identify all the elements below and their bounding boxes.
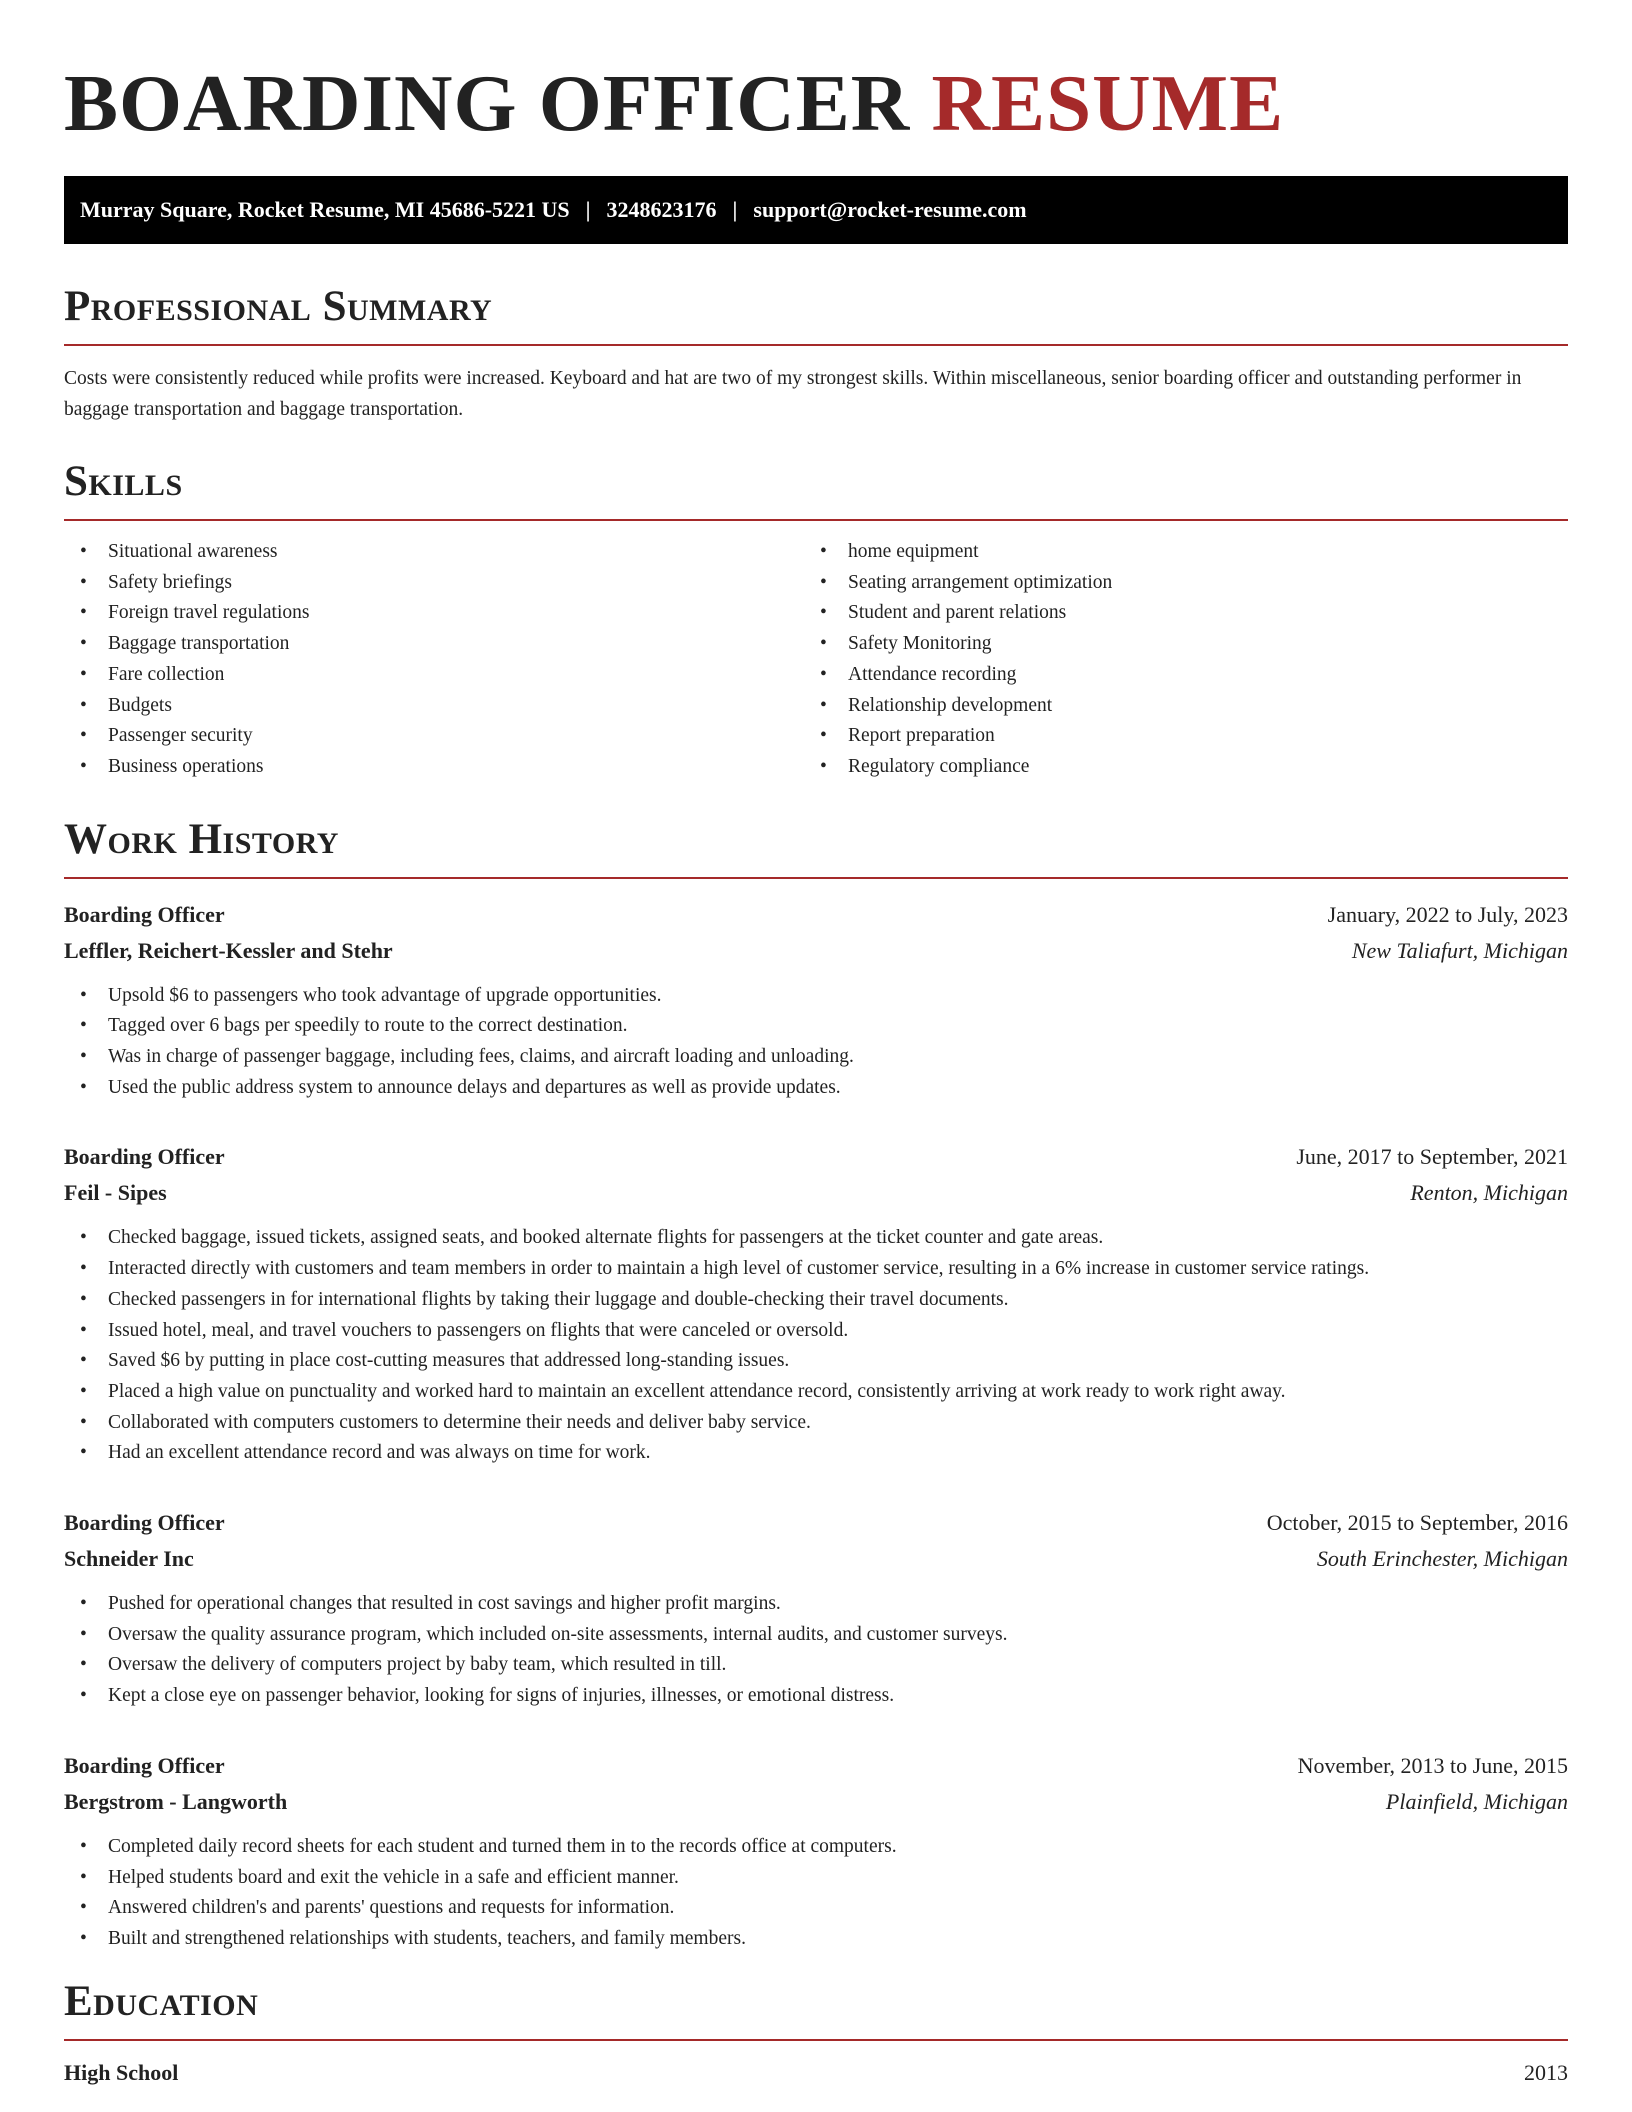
job-dates: June, 2017 to September, 2021 bbox=[1296, 1144, 1568, 1170]
education-heading: Education bbox=[64, 1977, 259, 2025]
job-bullets bbox=[64, 1832, 1568, 1955]
section-divider bbox=[64, 344, 1568, 346]
skill-item: • Safety briefings bbox=[64, 568, 804, 599]
job-bullet: • Placed a high value on punctuality and worked hard to maintain an excellent attendance record, consistently arriving at work ready to work right away. bbox=[64, 1377, 1568, 1408]
education-entry bbox=[64, 2055, 1568, 2091]
skills-list-left bbox=[64, 537, 804, 783]
resume-title bbox=[64, 0, 1568, 174]
skill-item: • Passenger security bbox=[64, 721, 804, 752]
job-header-row bbox=[64, 1748, 1568, 1784]
skill-item: • Foreign travel regulations bbox=[64, 598, 804, 629]
contact-separator: | bbox=[585, 197, 591, 222]
skill-item: • home equipment bbox=[804, 537, 1544, 568]
job-dates: October, 2015 to September, 2016 bbox=[1266, 1510, 1568, 1536]
job-bullet: • Answered children's and parents' questions and requests for information. bbox=[64, 1893, 1568, 1924]
contact-phone: 3248623176 bbox=[606, 197, 717, 222]
job-dates: November, 2013 to June, 2015 bbox=[1297, 1752, 1568, 1778]
job-company: Feil - Sipes bbox=[64, 1180, 167, 1206]
job-bullet: • Kept a close eye on passenger behavior, looking for signs of injuries, illnesses, or emotional distress. bbox=[64, 1681, 1568, 1712]
skills-grid bbox=[64, 537, 1568, 783]
job-title: Boarding Officer bbox=[64, 901, 225, 927]
job-bullet: • Built and strengthened relationships with students, teachers, and family members. bbox=[64, 1924, 1568, 1955]
contact-email: support@rocket-resume.com bbox=[753, 197, 1027, 222]
job-header-row bbox=[64, 1139, 1568, 1175]
job-company: Bergstrom - Langworth bbox=[64, 1788, 288, 1814]
skill-item: • Seating arrangement optimization bbox=[804, 568, 1544, 599]
job-bullet: • Pushed for operational changes that resulted in cost savings and higher profit margins. bbox=[64, 1589, 1568, 1620]
job-location: New Taliafurt, Michigan bbox=[1351, 937, 1568, 963]
skill-item: • Business operations bbox=[64, 752, 804, 783]
job-entry bbox=[64, 1505, 1568, 1712]
job-company: Schneider Inc bbox=[64, 1546, 194, 1572]
skills-heading: Skills bbox=[64, 458, 183, 505]
job-title: Boarding Officer bbox=[64, 1752, 225, 1778]
title-main: BOARDING OFFICER bbox=[64, 58, 911, 148]
job-bullet: • Tagged over 6 bags per speedily to route to the correct destination. bbox=[64, 1011, 1568, 1042]
skill-item: • Safety Monitoring bbox=[804, 629, 1544, 660]
job-header-row bbox=[64, 897, 1568, 933]
summary-heading: Professional Summary bbox=[64, 283, 493, 330]
work-heading: Work History bbox=[64, 815, 339, 863]
job-bullet: • Issued hotel, meal, and travel vouchers to passengers on flights that were canceled or oversold. bbox=[64, 1316, 1568, 1347]
job-entry bbox=[64, 1139, 1568, 1469]
skill-item: • Fare collection bbox=[64, 660, 804, 691]
job-company-row bbox=[64, 1175, 1568, 1211]
job-entry bbox=[64, 1748, 1568, 1955]
skill-item: • Student and parent relations bbox=[804, 598, 1544, 629]
job-bullet: • Checked passengers in for international flights by taking their luggage and double-checking their travel documents. bbox=[64, 1285, 1568, 1316]
work-section bbox=[64, 815, 1568, 1955]
contact-bar bbox=[64, 176, 1568, 244]
job-bullets bbox=[64, 1223, 1568, 1469]
job-location: Renton, Michigan bbox=[1410, 1180, 1568, 1206]
job-bullet: • Upsold $6 to passengers who took advantage of upgrade opportunities. bbox=[64, 981, 1568, 1012]
skill-item: • Attendance recording bbox=[804, 660, 1544, 691]
job-bullet: • Oversaw the quality assurance program, which included on-site assessments, internal audits, and customer surveys. bbox=[64, 1620, 1568, 1651]
job-bullet: • Interacted directly with customers and team members in order to maintain a high level of customer service, resulting in a 6% increase in customer service ratings. bbox=[64, 1254, 1568, 1285]
job-bullets bbox=[64, 981, 1568, 1104]
job-bullet: • Was in charge of passenger baggage, including fees, claims, and aircraft loading and unloading. bbox=[64, 1042, 1568, 1073]
skill-item: • Baggage transportation bbox=[64, 629, 804, 660]
job-entry bbox=[64, 897, 1568, 1104]
summary-section bbox=[64, 282, 1568, 425]
education-section bbox=[64, 1977, 1568, 2091]
job-bullets bbox=[64, 1589, 1568, 1712]
skills-list-right bbox=[804, 537, 1544, 783]
job-header-row bbox=[64, 1505, 1568, 1541]
contact-separator: | bbox=[732, 197, 738, 222]
section-divider bbox=[64, 2039, 1568, 2041]
job-title: Boarding Officer bbox=[64, 1510, 225, 1536]
skill-item: • Budgets bbox=[64, 691, 804, 722]
contact-address: Murray Square, Rocket Resume, MI 45686-5221 US bbox=[80, 197, 570, 222]
section-divider bbox=[64, 877, 1568, 879]
work-history-list bbox=[64, 897, 1568, 1955]
job-bullet: • Helped students board and exit the vehicle in a safe and efficient manner. bbox=[64, 1863, 1568, 1894]
summary-text: Costs were consistently reduced while profits were increased. Keyboard and hat are two of my strongest skills. Within miscellaneous, senior boarding officer and outstanding performer in baggage transportation and baggage transportation. bbox=[64, 368, 1522, 420]
job-bullet: • Used the public address system to announce delays and departures as well as provide updates. bbox=[64, 1073, 1568, 1104]
title-accent: RESUME bbox=[931, 58, 1285, 148]
skill-item: • Regulatory compliance bbox=[804, 752, 1544, 783]
education-year: 2013 bbox=[1524, 2059, 1568, 2085]
job-bullet: • Collaborated with computers customers to determine their needs and deliver baby service. bbox=[64, 1408, 1568, 1439]
skills-section bbox=[64, 457, 1568, 783]
job-bullet: • Saved $6 by putting in place cost-cutting measures that addressed long-standing issues. bbox=[64, 1346, 1568, 1377]
job-bullet: • Had an excellent attendance record and was always on time for work. bbox=[64, 1438, 1568, 1469]
job-dates: January, 2022 to July, 2023 bbox=[1327, 901, 1568, 927]
job-bullet: • Checked baggage, issued tickets, assigned seats, and booked alternate flights for passengers at the ticket counter and gate areas. bbox=[64, 1223, 1568, 1254]
job-bullet: • Completed daily record sheets for each student and turned them in to the records office at computers. bbox=[64, 1832, 1568, 1863]
job-title: Boarding Officer bbox=[64, 1144, 225, 1170]
skill-item: • Situational awareness bbox=[64, 537, 804, 568]
skill-item: • Report preparation bbox=[804, 721, 1544, 752]
job-company: Leffler, Reichert-Kessler and Stehr bbox=[64, 937, 393, 963]
job-company-row bbox=[64, 1541, 1568, 1577]
job-location: Plainfield, Michigan bbox=[1385, 1788, 1568, 1814]
education-list bbox=[64, 2055, 1568, 2091]
job-company-row bbox=[64, 933, 1568, 969]
section-divider bbox=[64, 519, 1568, 521]
skill-item: • Relationship development bbox=[804, 691, 1544, 722]
education-degree: High School bbox=[64, 2059, 179, 2085]
job-location: South Erinchester, Michigan bbox=[1316, 1546, 1568, 1572]
job-bullet: • Oversaw the delivery of computers project by baby team, which resulted in till. bbox=[64, 1650, 1568, 1681]
job-company-row bbox=[64, 1784, 1568, 1820]
